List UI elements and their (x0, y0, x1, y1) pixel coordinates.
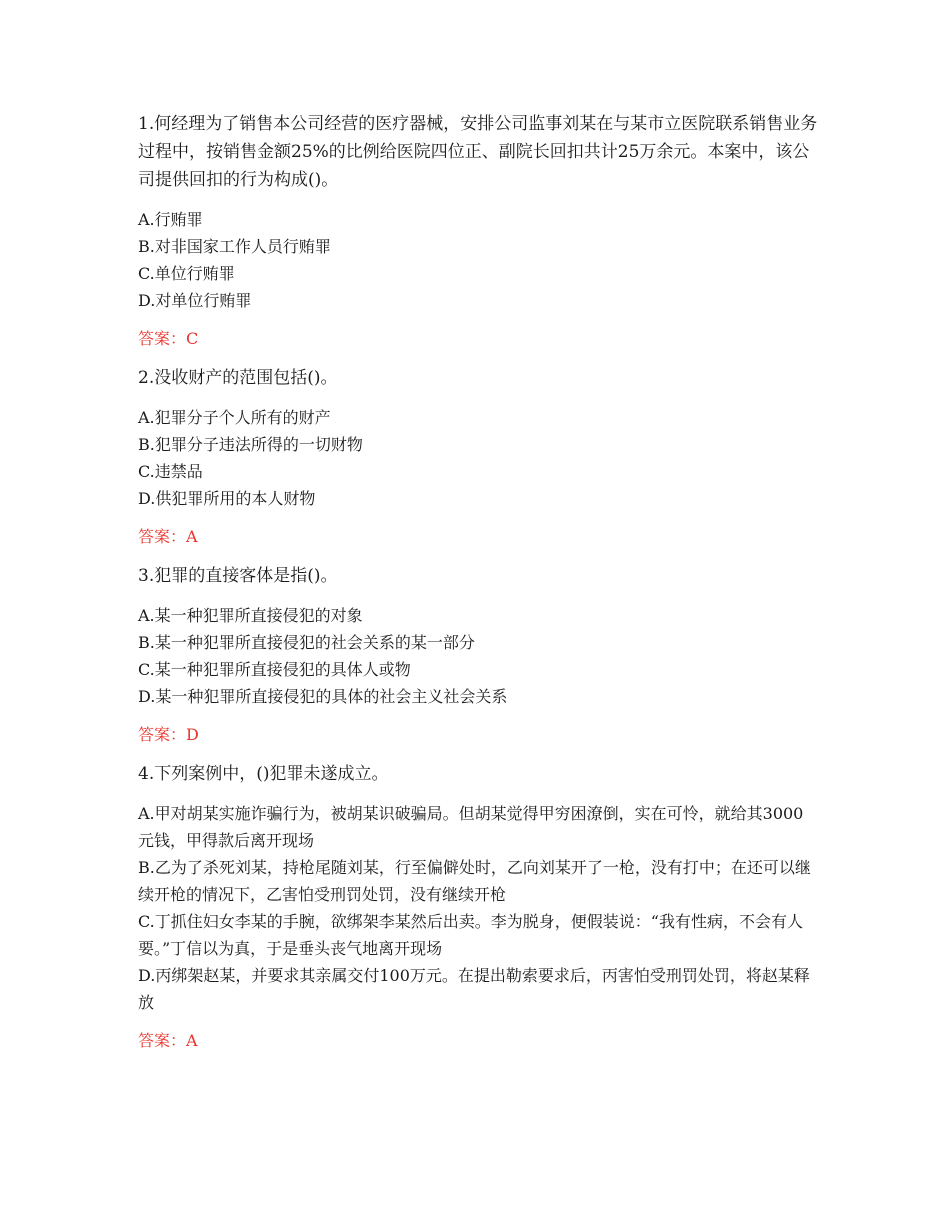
question-stem: 4.下列案例中，()犯罪未遂成立。 (138, 764, 389, 784)
option-c: C.某一种犯罪所直接侵犯的具体人或物 (138, 660, 411, 679)
question-stem: 3.犯罪的直接客体是指()。 (138, 566, 338, 586)
option-d: D.供犯罪所用的本人财物 (138, 489, 316, 508)
answer-line (138, 524, 818, 550)
option-a: A.行贿罪 (138, 210, 203, 229)
option-a: A.某一种犯罪所直接侵犯的对象 (138, 606, 363, 625)
option-a: A.犯罪分子个人所有的财产 (138, 408, 331, 427)
answer-label: 答案： (138, 527, 187, 546)
option-list (138, 404, 818, 512)
answer-label: 答案： (138, 329, 187, 348)
question-4 (138, 760, 818, 1054)
option-a: A.甲对胡某实施诈骗行为，被胡某识破骗局。但胡某觉得甲穷困潦倒，实在可怜，就给其3000元钱，甲得款后离开现场 (138, 804, 804, 850)
option-b: B.对非国家工作人员行贿罪 (138, 237, 331, 256)
option-d: D.丙绑架赵某，并要求其亲属交付100万元。在提出勒索要求后，丙害怕受刑罚处罚，将赵某释放 (138, 966, 810, 1012)
option-b: B.某一种犯罪所直接侵犯的社会关系的某一部分 (138, 633, 475, 652)
option-list (138, 206, 818, 314)
answer-line (138, 326, 818, 352)
option-list (138, 602, 818, 710)
option-b: B.犯罪分子违法所得的一切财物 (138, 435, 363, 454)
question-1 (138, 110, 818, 352)
answer-line (138, 1028, 818, 1054)
document-page (138, 110, 818, 1066)
question-stem: 2.没收财产的范围包括()。 (138, 368, 338, 388)
answer-label: 答案： (138, 1031, 187, 1050)
option-c: C.丁抓住妇女李某的手腕，欲绑架李某然后出卖。李为脱身，便假装说：“我有性病，不会有人要。”丁信以为真，于是垂头丧气地离开现场 (138, 912, 803, 958)
answer-line (138, 722, 818, 748)
answer-value: D (186, 725, 199, 744)
option-b: B.乙为了杀死刘某，持枪尾随刘某，行至偏僻处时，乙向刘某开了一枪，没有打中；在还可以继续开枪的情况下，乙害怕受刑罚处罚，没有继续开枪 (138, 858, 811, 904)
answer-value: C (186, 329, 199, 348)
option-list (138, 800, 818, 1016)
question-2 (138, 364, 818, 550)
answer-value: A (186, 527, 198, 546)
option-d: D.某一种犯罪所直接侵犯的具体的社会主义社会关系 (138, 687, 508, 706)
answer-label: 答案： (138, 725, 187, 744)
option-c: C.违禁品 (138, 462, 203, 481)
question-3 (138, 562, 818, 748)
option-c: C.单位行贿罪 (138, 264, 235, 283)
question-stem: 1.何经理为了销售本公司经营的医疗器械，安排公司监事刘某在与某市立医院联系销售业务过程中，按销售金额25%的比例给医院四位正、副院长回扣共计25万余元。本案中，该公司提供回扣的行为构成()。 (138, 114, 818, 190)
answer-value: A (186, 1031, 198, 1050)
option-d: D.对单位行贿罪 (138, 291, 252, 310)
